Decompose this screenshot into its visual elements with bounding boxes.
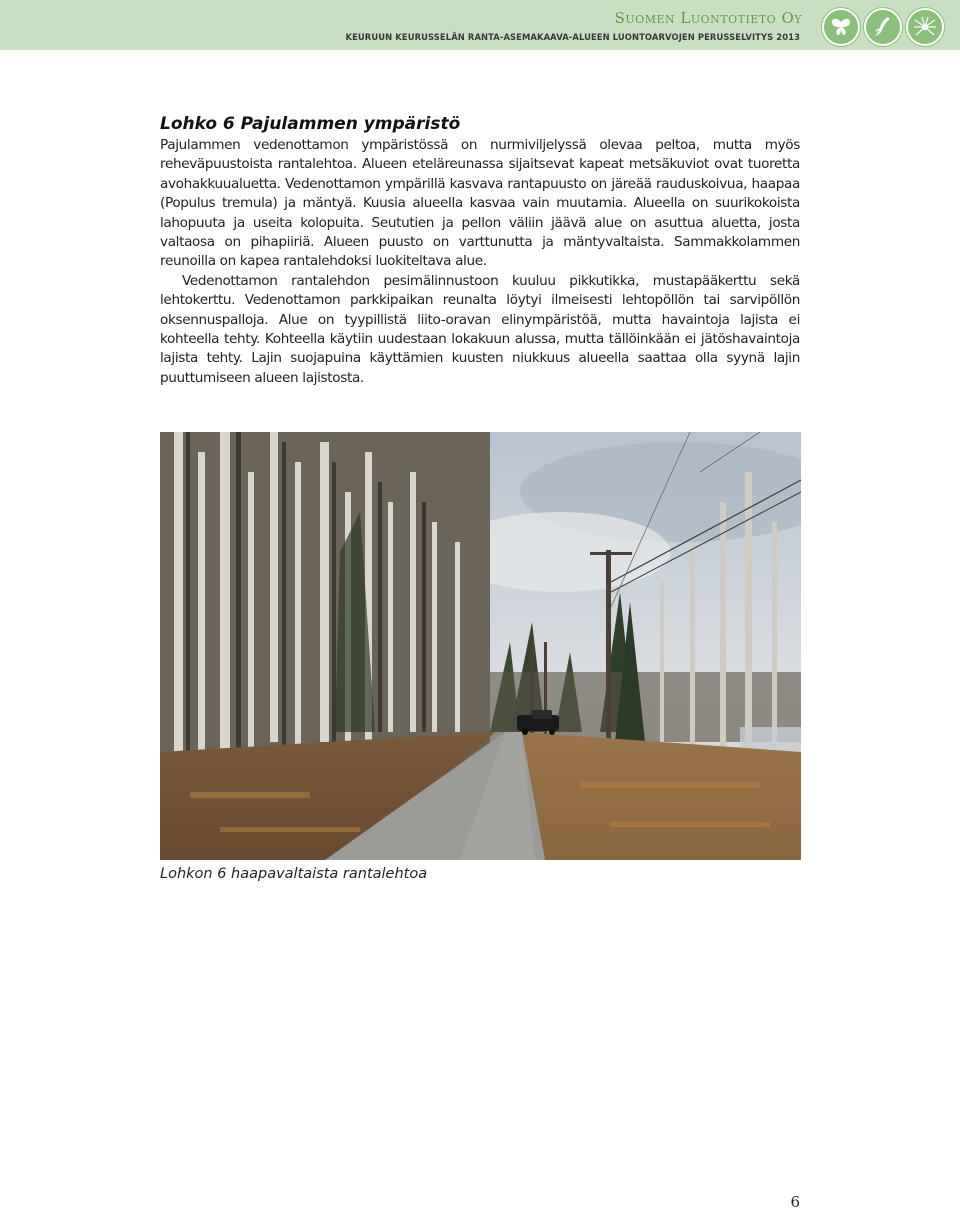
header-icons bbox=[822, 8, 944, 46]
page-number: 6 bbox=[790, 1193, 800, 1211]
bird-icon bbox=[864, 8, 902, 46]
paragraph-2: Vedenottamon rantalehdon pesimälinnustoon kuuluu pikkutikka, mustapääkerttu sekä lehtokerttu. Vedenottamon parkkipaikan reunalta löytyi ilmeisesti lehtopöllön tai sarvipöllön oksennuspalloja. Alue on tyypillistä liito-oravan elinympäristöä, mutta havaintoja lajista ei kohteella tehty. Kohteella käytiin uudestaan lokakuun alussa, mutta tällöinkään ei jätöshavaintoja lajista tehty. Lajin suojapuina käyttämien kuusten niukkuus alueella saattaa olla syynä lajin puuttumiseen alueen lajistosta. bbox=[160, 272, 800, 386]
spider-icon bbox=[906, 8, 944, 46]
butterfly-icon bbox=[822, 8, 860, 46]
report-subtitle: KEURUUN KEURUSSELÄN RANTA-ASEMAKAAVA-ALUEEN LUONTOARVOJEN PERUSSELVITYS 2013 bbox=[345, 32, 800, 42]
company-name: Suomen Luontotieto Oy bbox=[614, 9, 802, 27]
section-title: Lohko 6 Pajulammen ympäristö bbox=[160, 114, 461, 134]
paragraph-1: Pajulammen vedenottamon ympäristössä on nurmiviljelyssä olevaa peltoa, mutta myös reheväpuustoista rantalehtoa. Alueen eteläreunassa sijaitsevat kapeat metsäkuviot ovat tuoretta avohakkuualuetta. Vedenottamon ympärillä kasvava rantapuusto on järeää rauduskoivua, haapaa (Populus tremula) ja mäntyä. Kuusia alueella kasvaa vain muutamia. Alueella on suurikokoista lahopuuta ja useita kolopuita. Seututien ja pellon väliin jäävä alue on asuttua aluetta, josta valtaosa on pihapiiriä. Alueen puusto on varttunutta ja mäntyvaltaista. Sammakkolammen reunoilla on kapea rantalehdoksi luokiteltava alue. bbox=[160, 137, 800, 270]
page-header bbox=[0, 0, 960, 50]
main-content bbox=[160, 112, 800, 388]
landscape-photo bbox=[160, 432, 801, 860]
figure-caption: Lohkon 6 haapavaltaista rantalehtoa bbox=[160, 866, 428, 882]
